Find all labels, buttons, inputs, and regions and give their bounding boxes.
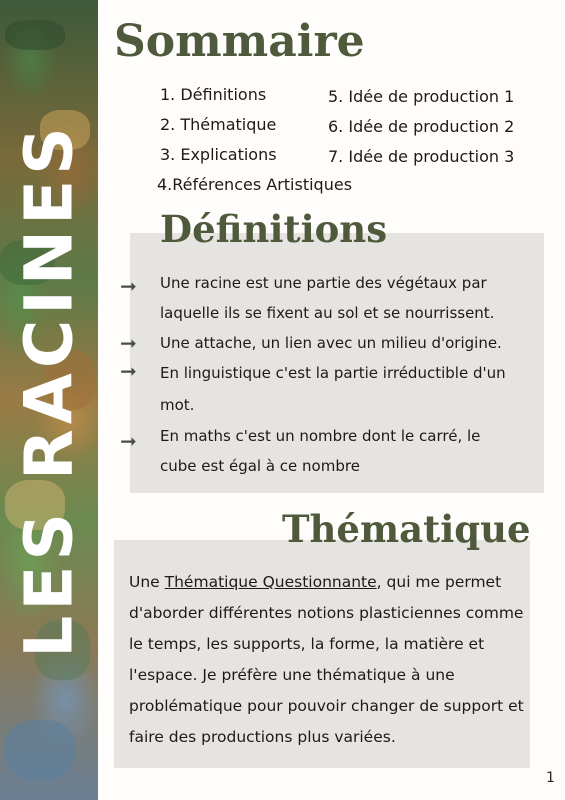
side-artwork-banner [0, 0, 98, 800]
thematique-paragraph [129, 567, 529, 753]
definition-line: laquelle ils se fixent au sol et se nourrissent. [160, 304, 495, 322]
toc-right-column [328, 82, 514, 172]
toc-item: 3. Explications [160, 145, 277, 164]
arrow-icon: ➞ [120, 429, 137, 453]
definition-line: Une attache, un lien avec un milieu d'origine. [160, 334, 502, 352]
definition-line: Une racine est une partie des végétaux par [160, 274, 487, 292]
sommaire-heading: Sommaire [114, 16, 365, 67]
thematique-text: , qui me permet d'aborder différentes notions plasticiennes comme le temps, les supports, la forme, la matière et l'espace. Je préfère une thématique à une problématique pour pouvoir changer de support et faire des productions plus variées. [129, 573, 524, 746]
toc-item: 5. Idée de production 1 [328, 87, 515, 106]
page-number: 1 [546, 770, 555, 786]
thematique-underlined: Thématique Questionnante [164, 573, 377, 591]
toc-item: 7. Idée de production 3 [328, 147, 515, 166]
definition-line: En maths c'est un nombre dont le carré, le [160, 427, 481, 445]
paint-stroke [5, 20, 65, 50]
arrow-icon: ➞ [120, 359, 137, 383]
paint-stroke [5, 720, 75, 780]
thematique-heading: Thématique [282, 507, 531, 551]
definition-line: mot. [160, 396, 195, 414]
toc-item: 2. Thématique [160, 115, 277, 134]
side-title: LES RACINES [10, 122, 88, 658]
toc-item: 4.Références Artistiques [157, 175, 353, 194]
toc-item: 6. Idée de production 2 [328, 117, 515, 136]
thematique-intro: Une [129, 573, 165, 591]
definition-line: En linguistique c'est la partie irréductible d'un [160, 364, 506, 382]
toc-item: 1. Définitions [160, 85, 267, 104]
toc-left-column [160, 80, 277, 170]
definition-line: cube est égal à ce nombre [160, 457, 360, 475]
arrow-icon: ➞ [120, 331, 137, 355]
arrow-icon: ➞ [120, 274, 137, 298]
definitions-heading: Définitions [160, 207, 388, 251]
